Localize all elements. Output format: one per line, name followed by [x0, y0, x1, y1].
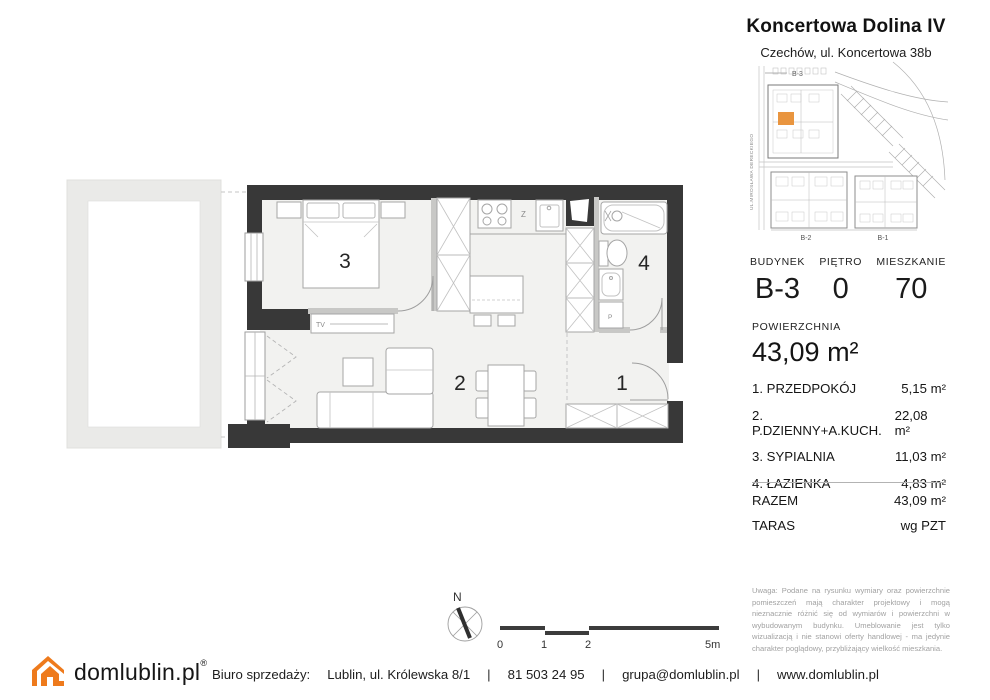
room-label-2: 2 [454, 372, 466, 395]
room-name: 2. P.DZIENNY+A.KUCH. [752, 407, 882, 438]
scale-tick-0: 0 [497, 639, 504, 651]
project-subtitle: Czechów, ul. Koncertowa 38b [760, 45, 932, 60]
room-name: 1. PRZEDPOKÓJ [752, 381, 857, 396]
office-address: Lublin, ul. Królewska 8/1 [327, 666, 471, 682]
site-building-b3 [768, 85, 838, 158]
washer-label: P [608, 314, 613, 321]
technical-column [566, 228, 594, 332]
shaft [566, 197, 594, 226]
room-area: 5,15 m² [901, 381, 946, 396]
unit-floor [819, 256, 862, 306]
totals [752, 493, 946, 543]
room-label-1: 1 [616, 372, 628, 395]
separator: | [601, 666, 606, 682]
room-label-3: 3 [339, 250, 351, 273]
area-label: POWIERZCHNIA [752, 321, 841, 333]
room-area: 11,03 m² [894, 449, 946, 464]
brand-text: domlublin.pl [74, 659, 201, 685]
bathtub [601, 202, 667, 234]
total-name: RAZEM [752, 493, 799, 508]
cooktop [478, 200, 511, 228]
chair [476, 371, 489, 391]
coffee-table [343, 358, 373, 386]
footer [0, 648, 990, 700]
chair [476, 398, 489, 418]
site-map [743, 60, 948, 242]
street-label: UL.MIROSŁAWA DERECKIEGO [750, 133, 755, 210]
email-link[interactable]: grupa@domlublin.pl [622, 666, 740, 682]
panel-divider [752, 482, 946, 483]
site-label-b1: B-1 [877, 235, 889, 242]
room-list [752, 381, 946, 502]
room-label-4: 4 [638, 252, 650, 275]
scale-tick-2: 2 [585, 639, 592, 651]
unit-apartment [876, 256, 946, 306]
site-building-b2 [771, 172, 847, 228]
building-label: BUDYNEK [750, 256, 805, 268]
unit-info [750, 256, 946, 306]
floor-value: 0 [832, 273, 849, 305]
terrace [67, 180, 247, 448]
nightstand [381, 202, 405, 218]
bar-stool [474, 315, 491, 326]
total-value: wg PZT [900, 518, 946, 533]
hall-wardrobe [566, 404, 668, 428]
highlighted-unit [778, 112, 794, 125]
room-name: 3. SYPIALNIA [752, 449, 835, 464]
chair [523, 398, 536, 418]
double-bed [303, 200, 379, 288]
floor-plan [50, 162, 710, 462]
room-row-1 [752, 381, 946, 396]
room-name: 4. ŁAZIENKA [752, 475, 831, 491]
separator: | [756, 666, 760, 682]
unit-building [750, 256, 805, 306]
kitchen-cabinets [437, 198, 470, 311]
scale-tick-1: 1 [541, 639, 548, 651]
phone-number[interactable]: 81 503 24 95 [507, 666, 585, 682]
total-row-razem [752, 493, 946, 508]
room-area: 22,08 m² [894, 407, 928, 438]
site-building-b1 [855, 176, 917, 228]
project-title: Koncertowa Dolina IV [746, 16, 946, 37]
brand [74, 658, 207, 686]
room-row-3 [752, 449, 946, 464]
toilet [599, 240, 627, 266]
bar-stool [498, 315, 515, 326]
domlublin-logo-icon [28, 652, 68, 690]
site-label-b2: B-2 [800, 235, 812, 242]
north-label: N [453, 590, 462, 604]
north-arrow [448, 590, 482, 641]
total-value: 43,09 m² [893, 493, 946, 508]
apartment-value: 70 [895, 273, 928, 305]
apartment-label: MIESZKANIE [876, 256, 946, 268]
room-row-2 [752, 408, 946, 438]
office-label: Biuro sprzedaży: [212, 666, 311, 682]
total-name: TARAS [752, 518, 795, 533]
room-row-4 [752, 476, 946, 491]
room-area: 4,83 m² [901, 475, 946, 491]
floor-label: PIĘTRO [819, 256, 863, 268]
website-link[interactable]: www.domlublin.pl [777, 666, 879, 682]
washbasin [599, 269, 623, 300]
bedroom-window [245, 233, 263, 281]
registered-mark: ® [200, 658, 208, 668]
scale-tick-5m: 5m [705, 639, 721, 651]
tv-label: TV [316, 322, 325, 329]
disclaimer-text: Uwaga: Podane na rysunku wymiary oraz powierzchnie pomieszczeń mają charakter projektowy i mogą nieznacznie różnić się od wymiarów i powierzchni w wybudowanym budynku. Umeblowanie jest tylko wizualizacją i nie stanowi oferty handlowej - ma jedynie charakter poglądowy, przybliżający wielkość mieszkania. [752, 586, 950, 653]
nightstand [277, 202, 301, 218]
dining-table [488, 365, 524, 426]
building-value: B-3 [754, 273, 801, 305]
tv-cabinet [311, 314, 394, 333]
footer-contacts [212, 648, 879, 700]
sink-z-label: Z [521, 210, 526, 219]
separator: | [487, 666, 491, 682]
plan-legend [440, 586, 730, 654]
site-label-b3: B-3 [792, 71, 803, 78]
kitchen-sink [536, 200, 563, 231]
total-row-taras [752, 518, 946, 533]
washing-machine [599, 302, 623, 328]
chair [523, 371, 536, 391]
area-value: 43,09 m² [752, 337, 859, 367]
